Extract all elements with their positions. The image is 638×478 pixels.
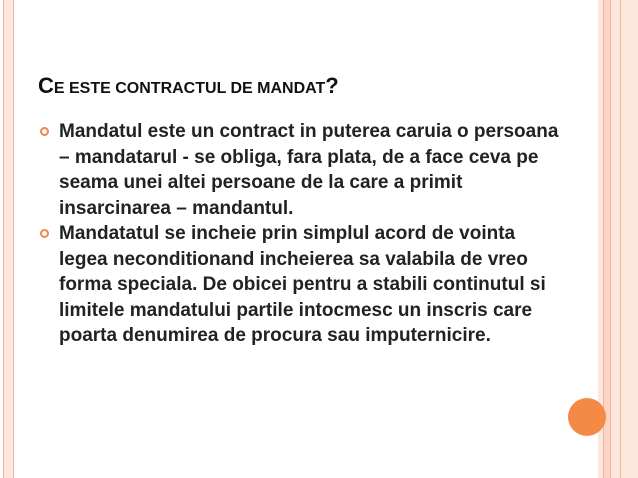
circle-bullet-icon [40,127,49,136]
bullet-item [40,119,560,221]
bullet-text: Mandatul este un contract in puterea caruia o persoana – mandatarul - se obliga, fara plata, de a face ceva pe seama unei altei persoane de la care a primit insarcinarea – mandantul. [59,121,559,219]
right-border-decoration [598,0,638,478]
bullet-text: Mandatatul se incheie prin simplul acord de vointa legea neconditionand incheierea sa valabila de vreo forma speciala. De obicei pentru a stabili continutul si limitele mandatului partile intocmesc un inscris care poarta denumirea de procura sau imputernicire. [59,223,546,346]
orange-circle-decoration [568,398,606,436]
left-border-decoration [3,0,14,478]
circle-bullet-icon [40,229,49,238]
slide-title: CE ESTE CONTRACTUL DE MANDAT? [38,73,339,98]
bullet-item [40,221,560,349]
bullet-list [40,119,560,349]
